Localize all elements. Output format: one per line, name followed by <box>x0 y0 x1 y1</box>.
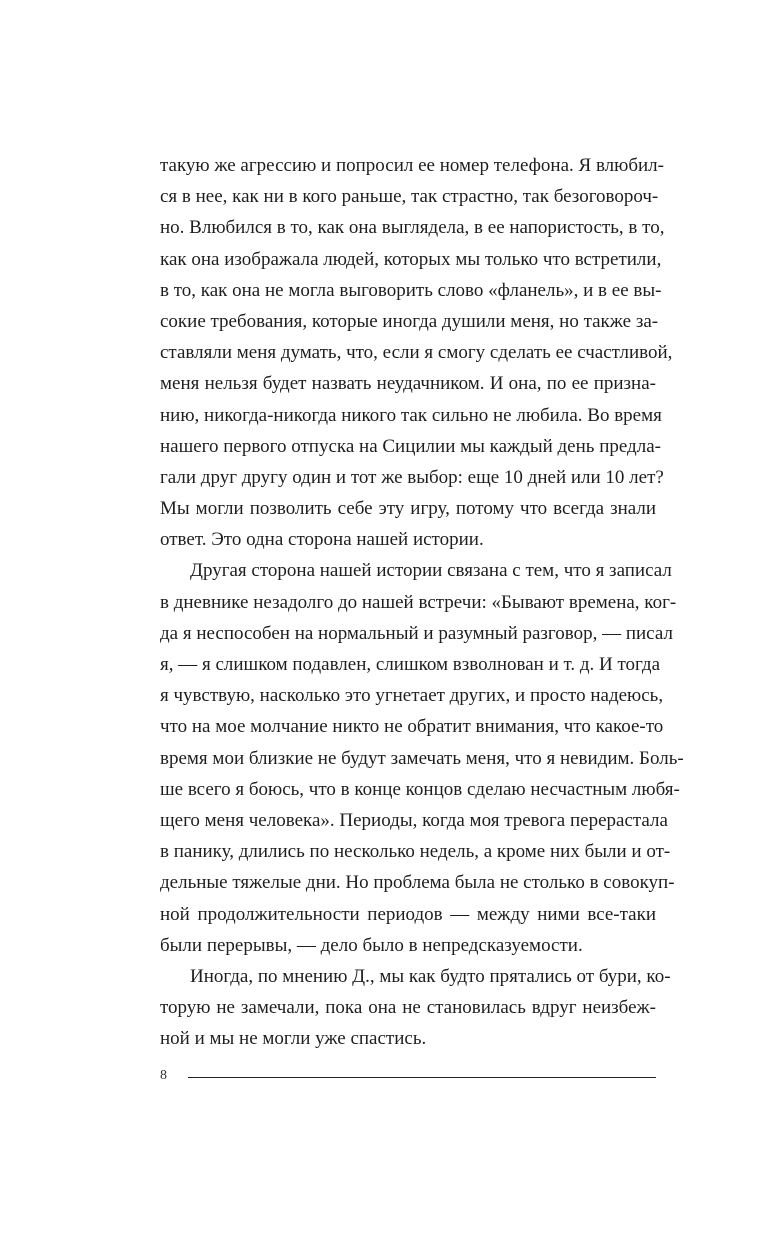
text-line: Мы могли позволить себе эту игру, потому что всегда знали <box>160 498 656 520</box>
text-line: ной и мы не могли уже спастись. <box>160 1028 427 1050</box>
footer-rule <box>188 1077 656 1078</box>
text-line: дельные тяжелые дни. Но проблема была не столько в совокуп- <box>160 872 675 894</box>
text-line: сокие требования, которые иногда душили меня, но также за- <box>160 310 659 332</box>
text-line: Иногда, по мнению Д., мы как будто прятались от бури, ко- <box>190 965 671 987</box>
body-text <box>160 150 684 1054</box>
text-line: ной продолжительности периодов — между ними все-таки <box>160 903 656 925</box>
text-line: в то, как она не могла выговорить слово «фланель», и в ее вы- <box>160 279 662 301</box>
text-line: торую не замечали, пока она не становилась вдруг неизбеж- <box>160 997 656 1019</box>
paragraph <box>160 555 684 960</box>
text-line: были перерывы, — дело было в непредсказуемости. <box>160 934 583 956</box>
text-line: как она изображала людей, которых мы только что встретили, <box>160 248 662 270</box>
text-line: да я неспособен на нормальный и разумный разговор, — писал <box>160 622 673 644</box>
text-line: ше всего я боюсь, что в конце концов сделаю несчастным любя- <box>160 778 680 800</box>
text-line: что на мое молчание никто не обратит внимания, что какое-то <box>160 716 664 738</box>
text-line: я чувствую, насколько это угнетает других, и просто надеюсь, <box>160 685 664 707</box>
text-line: время мои близкие не будут замечать меня, что я невидим. Боль- <box>160 747 684 769</box>
text-line: нию, никогда-никогда никого так сильно не любила. Во время <box>160 404 662 426</box>
text-line: нашего первого отпуска на Сицилии мы каждый день предла- <box>160 435 661 457</box>
text-line: гали друг другу один и тот же выбор: еще 10 дней или 10 лет? <box>160 466 664 488</box>
paragraph <box>160 961 671 1055</box>
text-line: я, — я слишком подавлен, слишком взволнован и т. д. И тогда <box>160 654 661 675</box>
text-line: но. Влюбился в то, как она выглядела, в ее напористость, в то, <box>160 217 665 239</box>
text-line: Другая сторона нашей истории связана с тем, что я записал <box>190 560 672 582</box>
text-line: ставляли меня думать, что, если я смогу сделать ее счастливой, <box>160 342 673 364</box>
text-line: меня нельзя будет назвать неудачником. И она, по ее призна- <box>160 373 656 395</box>
text-line: щего меня человека». Периоды, когда моя тревога перерастала <box>160 809 668 831</box>
paragraph <box>160 150 673 555</box>
text-line: в дневнике незадолго до нашей встречи: «Бывают времена, ког- <box>160 591 677 613</box>
text-line: такую же агрессию и попросил ее номер телефона. Я влюбил- <box>160 155 664 176</box>
page-number: 8 <box>160 1068 167 1083</box>
text-line: в панику, длились по несколько недель, а кроме них были и от- <box>160 841 671 863</box>
text-line: ся в нее, как ни в кого раньше, так страстно, так безоговороч- <box>160 186 659 208</box>
text-line: ответ. Это одна сторона нашей истории. <box>160 529 484 551</box>
